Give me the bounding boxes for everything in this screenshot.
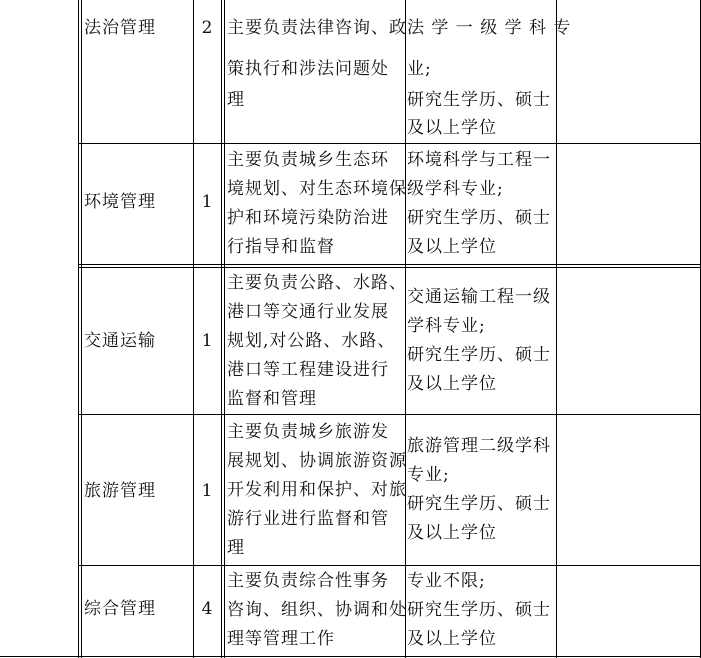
duty-line: 主要负责城乡生态环 (227, 150, 389, 170)
duty-line: 理 (227, 538, 245, 558)
requirement-line: 研究生学历、硕士 (407, 600, 551, 620)
duty-line: 开发利用和保护、对旅 (227, 480, 407, 500)
requirement-line: 业; (407, 59, 432, 79)
table-border-bottom (0, 656, 701, 657)
col-divider-2b (224, 0, 225, 658)
requirement-line: 法 学 一 级 学 科 专 (407, 18, 572, 38)
position-count: 2 (201, 18, 213, 38)
duty-line: 策执行和涉法问题处 (227, 59, 389, 79)
duty-line: 主要负责综合性事务 (227, 571, 389, 591)
duty-line: 理 (227, 90, 245, 110)
requirement-line: 及以上学位 (407, 237, 497, 257)
position-count: 1 (201, 481, 213, 501)
position-name: 综合管理 (84, 599, 156, 619)
requirement-line: 研究生学历、硕士 (407, 90, 551, 110)
position-count: 1 (201, 192, 213, 212)
requirement-line: 研究生学历、硕士 (407, 494, 551, 514)
requirement-line: 专业; (407, 465, 450, 485)
requirement-line: 及以上学位 (407, 118, 497, 138)
duty-line: 主要负责公路、水路、 (227, 273, 407, 293)
requirement-line: 交通运输工程一级 (407, 287, 551, 307)
position-name: 交通运输 (84, 331, 156, 351)
table-border-left (78, 0, 79, 658)
duty-line: 游行业进行监督和管 (227, 509, 389, 529)
duty-line: 展规划、协调旅游资源 (227, 451, 407, 471)
requirement-line: 及以上学位 (407, 374, 497, 394)
col-divider-2 (221, 0, 222, 658)
row-divider-2 (78, 264, 701, 265)
duty-line: 理等管理工作 (227, 629, 335, 649)
duty-line: 境规划、对生态环境保 (227, 179, 407, 199)
duty-line: 港口等工程建设进行 (227, 360, 389, 380)
requirement-line: 学科专业; (407, 316, 486, 336)
col-divider-3 (405, 0, 406, 658)
duty-line: 港口等交通行业发展 (227, 302, 389, 322)
position-count: 4 (201, 599, 213, 619)
requirement-line: 专业不限; (407, 571, 486, 591)
row-divider-1 (78, 143, 701, 144)
duty-line: 主要负责城乡旅游发 (227, 422, 389, 442)
position-name: 旅游管理 (84, 481, 156, 501)
row-divider-2b (78, 267, 701, 268)
position-name: 法治管理 (84, 18, 156, 38)
requirement-line: 及以上学位 (407, 629, 497, 649)
requirement-line: 研究生学历、硕士 (407, 208, 551, 228)
position-name: 环境管理 (84, 192, 156, 212)
col-divider-1 (193, 0, 194, 658)
requirement-line: 及以上学位 (407, 523, 497, 543)
requirement-line: 研究生学历、硕士 (407, 345, 551, 365)
duty-line: 行指导和监督 (227, 237, 335, 257)
duty-line: 护和环境污染防治进 (227, 208, 389, 228)
requirement-line: 级学科专业; (407, 179, 504, 199)
position-count: 1 (201, 331, 213, 351)
row-divider-4 (78, 565, 701, 566)
duty-line: 咨询、组织、协调和处 (227, 600, 407, 620)
duty-line: 主要负责法律咨询、政 (227, 18, 407, 38)
duty-line: 监督和管理 (227, 389, 317, 409)
duty-line: 规划,对公路、水路、 (227, 331, 396, 351)
col-divider-4 (556, 0, 557, 658)
table-border-left-inner (81, 0, 82, 658)
row-divider-3 (78, 414, 701, 415)
requirement-line: 旅游管理二级学科 (407, 436, 551, 456)
requirement-line: 环境科学与工程一 (407, 150, 551, 170)
